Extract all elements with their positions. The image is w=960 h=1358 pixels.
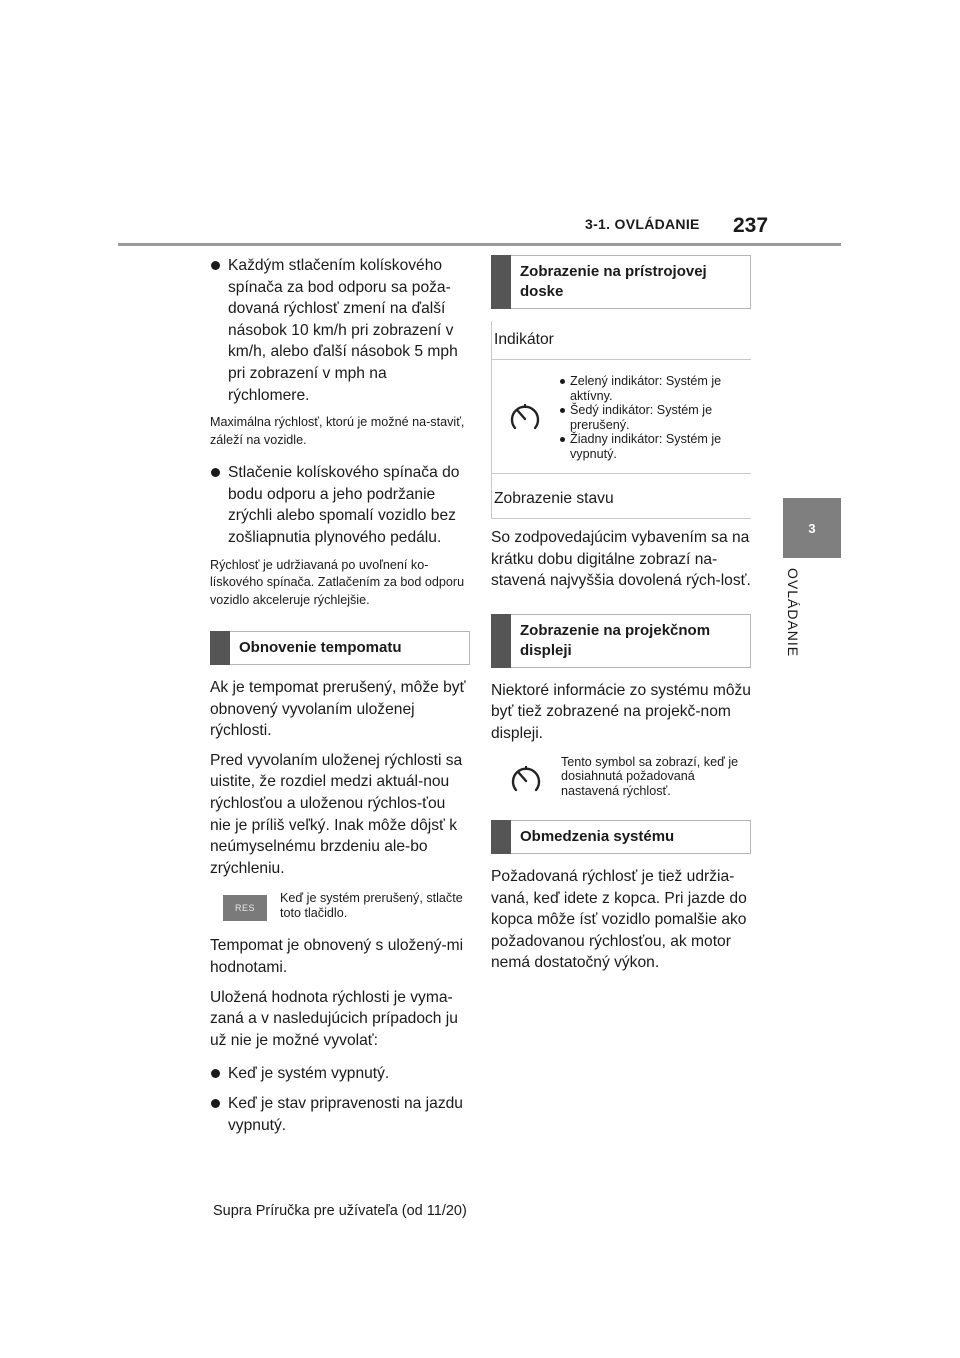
note-max-speed: Maximálna rýchlosť, ktorú je možné na-staviť, záleží na vozidle. [210, 415, 465, 447]
column-left [210, 255, 470, 1144]
paragraph-warning: Pred vyvolaním uloženej rýchlosti sa uistite, že rozdiel medzi aktuál-nou rýchlosťou a uloženou rýchlos-ťou nie je príliš veľký. Inak môže dôjsť k neúmyselnému brzdeniu ale-bo zrýchleniu. [210, 751, 463, 877]
table-row-status [491, 474, 751, 519]
hud-symbol-row [491, 755, 751, 799]
heading-text: Zobrazenie na prístrojovej doske [520, 263, 707, 300]
hud-symbol-text: Tento symbol sa zobrazí, keď je dosiahnutá požadovaná nastavená rýchlosť. [561, 754, 739, 798]
list-item: Žiadny indikátor: Systém je vypnutý. [558, 432, 751, 461]
res-button-text: Keď je systém prerušený, stlačte toto tlačidlo. [280, 891, 463, 920]
bullet-hold-switch: Stlačenie kolískového spínača do bodu odporu a jeho podržanie zrýchli alebo spomalí vozidlo bez zošliapnutia plynového pedálu. [210, 462, 470, 548]
paragraph-erased: Uložená hodnota rýchlosti je vyma-zaná a v nasledujúcich prípadoch ju už nie je možné vyvolať: [210, 988, 458, 1049]
heading-bar [491, 255, 511, 309]
paragraph-speed-limit: So zodpovedajúcim vybavením sa na krátku dobu digitálne zobrazí na-stavená najvyššia dovolená rých-losť. [491, 529, 751, 590]
paragraph-hud: Niektoré informácie zo systému môžu byť tiež zobrazené na projekč-nom displeji. [491, 681, 751, 742]
paragraph-restored: Tempomat je obnovený s uložený-mi hodnotami. [210, 937, 464, 976]
speedometer-icon [491, 755, 561, 797]
paragraph-limits: Požadovaná rýchlosť je tiež udržia-vaná, keď idete z kopca. Pri jazde do kopca môže ísť vozidlo pomalšie ako požadovanou rýchlosťou, ak motor nemá dostatočný výkon. [491, 868, 747, 972]
heading-bar [491, 614, 511, 668]
heading-text: Obnovenie tempomatu [239, 639, 402, 657]
heading-instrument-display [491, 255, 751, 309]
paragraph-resume: Ak je tempomat prerušený, môže byť obnovený vyvolaním uloženej rýchlosti. [210, 679, 466, 740]
bullet-step-increment: Každým stlačením kolískového spínača za bod odporu sa poža-dovaná rýchlosť zmení na ďalší násobok 10 km/h pri zobrazení v km/h, alebo ďalší násobok 5 mph pri zobrazení v mph na rýchlomere. [210, 255, 470, 406]
list-item: Zelený indikátor: Systém je aktívny. [558, 374, 751, 403]
res-button-row [210, 891, 470, 921]
heading-text: Obmedzenia systému [520, 828, 675, 846]
header-rule [118, 243, 841, 246]
res-button-wrap [210, 891, 280, 921]
section-title: 3-1. OVLÁDANIE [585, 216, 700, 232]
note-speed-kept: Rýchlosť je udržiavaná po uvoľnení ko-lískového spínača. Zatlačením za bod odporu vozidlo akceleruje rýchlejšie. [210, 557, 465, 607]
table-cell-indicator: Indikátor [494, 331, 554, 348]
chapter-label: OVLÁDANIE [785, 568, 801, 658]
heading-resume-cruise [210, 631, 470, 665]
bullet-system-off: Keď je systém vypnutý. [210, 1063, 470, 1085]
heading-bar [210, 631, 230, 665]
speedometer-icon [492, 374, 558, 461]
footer-text: Supra Príručka pre užívateľa (od 11/20) [213, 1203, 467, 1219]
table-row-indicator [491, 321, 751, 360]
heading-text: Zobrazenie na projekčnom displeji [520, 621, 711, 659]
page-number: 237 [733, 214, 769, 237]
res-button-image: RES [223, 895, 267, 921]
table-row-indicator-states [491, 360, 751, 474]
bullet-drive-ready-off: Keď je stav pripravenosti na jazdu vypnutý. [210, 1093, 470, 1136]
chapter-label-wrap [779, 568, 845, 688]
list-item: Šedý indikátor: Systém je prerušený. [558, 403, 751, 432]
indicator-states-list [558, 374, 751, 461]
chapter-tab [783, 498, 841, 558]
chapter-number: 3 [808, 520, 816, 536]
heading-bar [491, 820, 511, 854]
table-cell-status: Zobrazenie stavu [494, 490, 614, 507]
heading-system-limits [491, 820, 751, 854]
column-right [491, 255, 751, 982]
heading-hud [491, 614, 751, 668]
